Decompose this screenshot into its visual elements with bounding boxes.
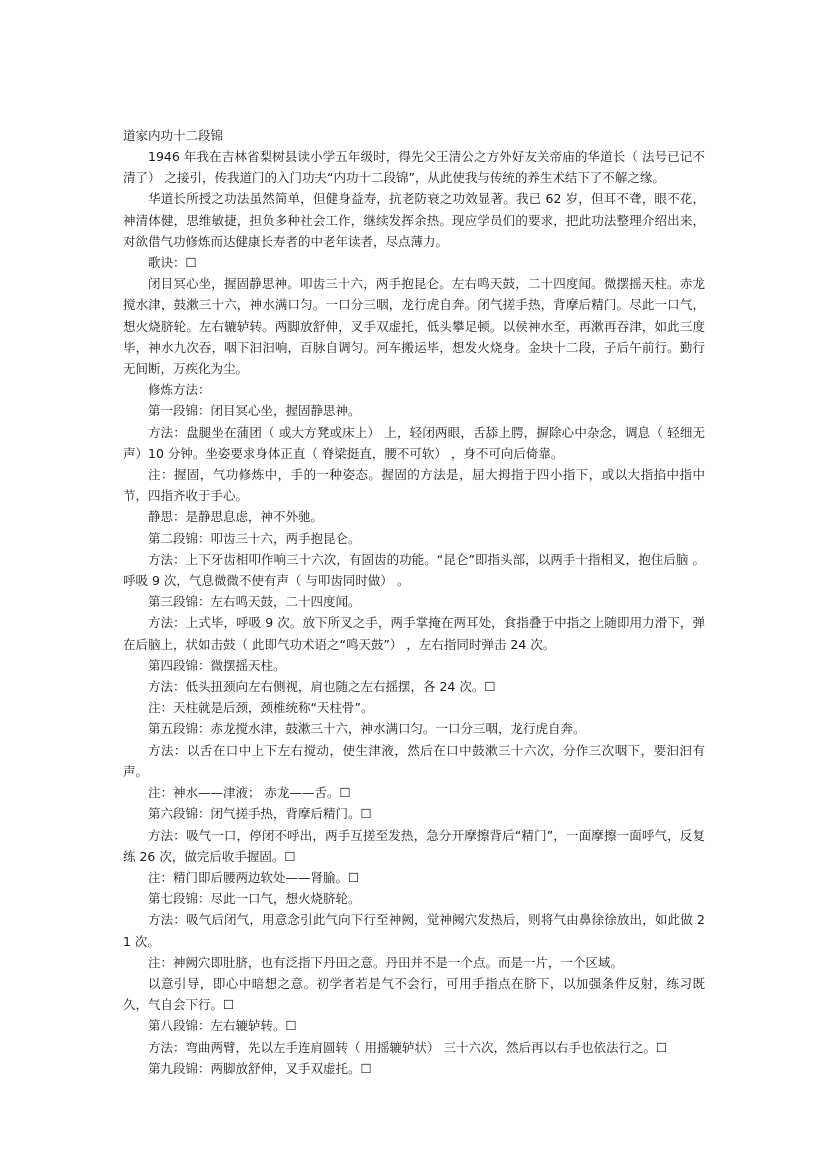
document-body xyxy=(123,146,705,1079)
paragraph: 方法：吸气后闭气，用意念引此气向下行至神阙，觉神阙穴发热后，则将气由鼻徐徐放出，如此做 21 次。 xyxy=(123,912,705,949)
paragraph: 注：精门即后腰两边软处——肾腧。☐ xyxy=(148,869,360,885)
paragraph: 华道长所授之功法虽然简单，但健身益寿，抗老防衰之功效显著。我已 62 岁，但耳不聋，眼不花，神清体健，思维敏捷，担负多种社会工作，继续发挥余热。现应学员们的要求，把此功法整理介绍出来，对欲借气功修炼而达健康长寿者的中老年读者，尽点薄力。 xyxy=(123,191,705,249)
paragraph: 方法：吸气一口，停闭不呼出，两手互搓至发热，急分开摩擦背后“精门”，一面摩擦一面呼气，反复练 26 次，做完后收手握固。☐ xyxy=(123,827,705,864)
paragraph: 方法：上下牙齿相叩作响三十六次，有固齿的功能。“昆仑”即指头部，以两手十指相叉，抱住后脑 。呼吸 9 次，气息微微不使有声（ 与叩齿同时做） 。 xyxy=(123,551,705,589)
paragraph: 以意引导，即心中暗想之意。初学者若是气不会行，可用手指点在脐下，以加强条件反射，练习既久，气自会下行。☐ xyxy=(123,975,705,1013)
paragraph: 第六段锦：闭气搓手热，背摩后精门。☐ xyxy=(148,806,372,822)
paragraph: 方法：低头扭颈向左右侧视，肩也随之左右摇摆，各 24 次。☐ xyxy=(148,679,496,695)
paragraph: 第九段锦：两脚放舒伸，叉手双虚托。☐ xyxy=(148,1060,372,1076)
paragraph: 静思：是静思息虑，神不外驰。 xyxy=(148,509,324,525)
paragraph: 第七段锦：尽此一口气，想火烧脐轮。 xyxy=(148,891,361,907)
paragraph: 修炼方法： xyxy=(148,382,211,398)
paragraph: 方法：上式毕，呼吸 9 次。放下所叉之手，两手掌掩在两耳处，食指叠于中指之上随即用力滑下，弹在后脑上，状如击鼓（ 此即气功术语之“鸣天鼓”） ，左右指同时弹击 24 次。 xyxy=(123,615,705,652)
paragraph: 第四段锦：微摆摇天柱。 xyxy=(148,657,286,673)
paragraph: 注：天柱就是后颈，颈椎统称“天柱骨”。 xyxy=(148,700,374,716)
paragraph: 注：神水——津液； 赤龙——舌。☐ xyxy=(148,785,351,801)
document-title: 道家内功十二段锦 xyxy=(123,128,224,143)
paragraph: 第一段锦：闭目冥心坐，握固静思神。 xyxy=(148,403,361,419)
paragraph: 第八段锦：左右辘轳转。☐ xyxy=(148,1018,297,1034)
paragraph: 第三段锦：左右鸣天鼓，二十四度闻。 xyxy=(148,594,361,610)
paragraph: 闭目冥心坐，握固静思神。叩齿三十六，两手抱昆仑。左右鸣天鼓，二十四度闻。微摆摇天柱。赤龙搅水津，鼓漱三十六，神水满口匀。一口分三咽，龙行虎自奔。闭气搓手热，背摩后精门。尽此一口气，想火烧脐轮。左右辘轳转。两脚放舒伸，叉手双虚托，低头攀足顿。以侯神水至，再漱再吞津，如此三度毕，神水九次吞，咽下汩汩响，百脉自调匀。河车搬运毕，想发火烧身。金块十二段，子后午前行。勤行无间断，万疾化为尘。 xyxy=(123,276,705,377)
paragraph: 方法：以舌在口中上下左右搅动，使生津液，然后在口中鼓漱三十六次，分作三次咽下，要汩汩有声。 xyxy=(123,742,705,779)
paragraph: 注：神阙穴即肚脐，也有泛指下丹田之意。丹田并不是一个点。而是一片，一个区域。 xyxy=(148,954,624,970)
paragraph: 第二段锦：叩齿三十六，两手抱昆仑。 xyxy=(148,530,361,546)
paragraph: 1946 年我在吉林省梨树县读小学五年级时，得先父王清公之方外好友关帝庙的华道长（ 法号已记不清了） 之接引，传我道门的入门功夫“内功十二段锦”，从此使我与传统的养生术结下了不解之缘。 xyxy=(123,149,705,186)
document-page xyxy=(123,125,705,1079)
paragraph: 歌诀：☐ xyxy=(148,255,197,271)
paragraph: 第五段锦：赤龙搅水津，鼓漱三十六，神水满口匀。一口分三咽，龙行虎自奔。 xyxy=(148,721,586,737)
paragraph: 方法：盘腿坐在蒲团（ 或大方凳或床上） 上，轻闭两眼，舌舔上腭，摒除心中杂念，调息（ 轻细无声）10 分钟。坐姿要求身体正直（ 脊梁挺直，腰不可软） ，身不可向后倚靠。 xyxy=(123,424,705,461)
paragraph: 注：握固，气功修炼中，手的一种姿态。握固的方法是，屈大拇指于四小指下，或以大指掐中指中节，四指齐收于手心。 xyxy=(123,467,705,504)
paragraph: 方法：弯曲两臂，先以左手连肩圆转（ 用摇辘轳状） 三十六次，然后再以右手也依法行之。☐ xyxy=(148,1039,668,1055)
